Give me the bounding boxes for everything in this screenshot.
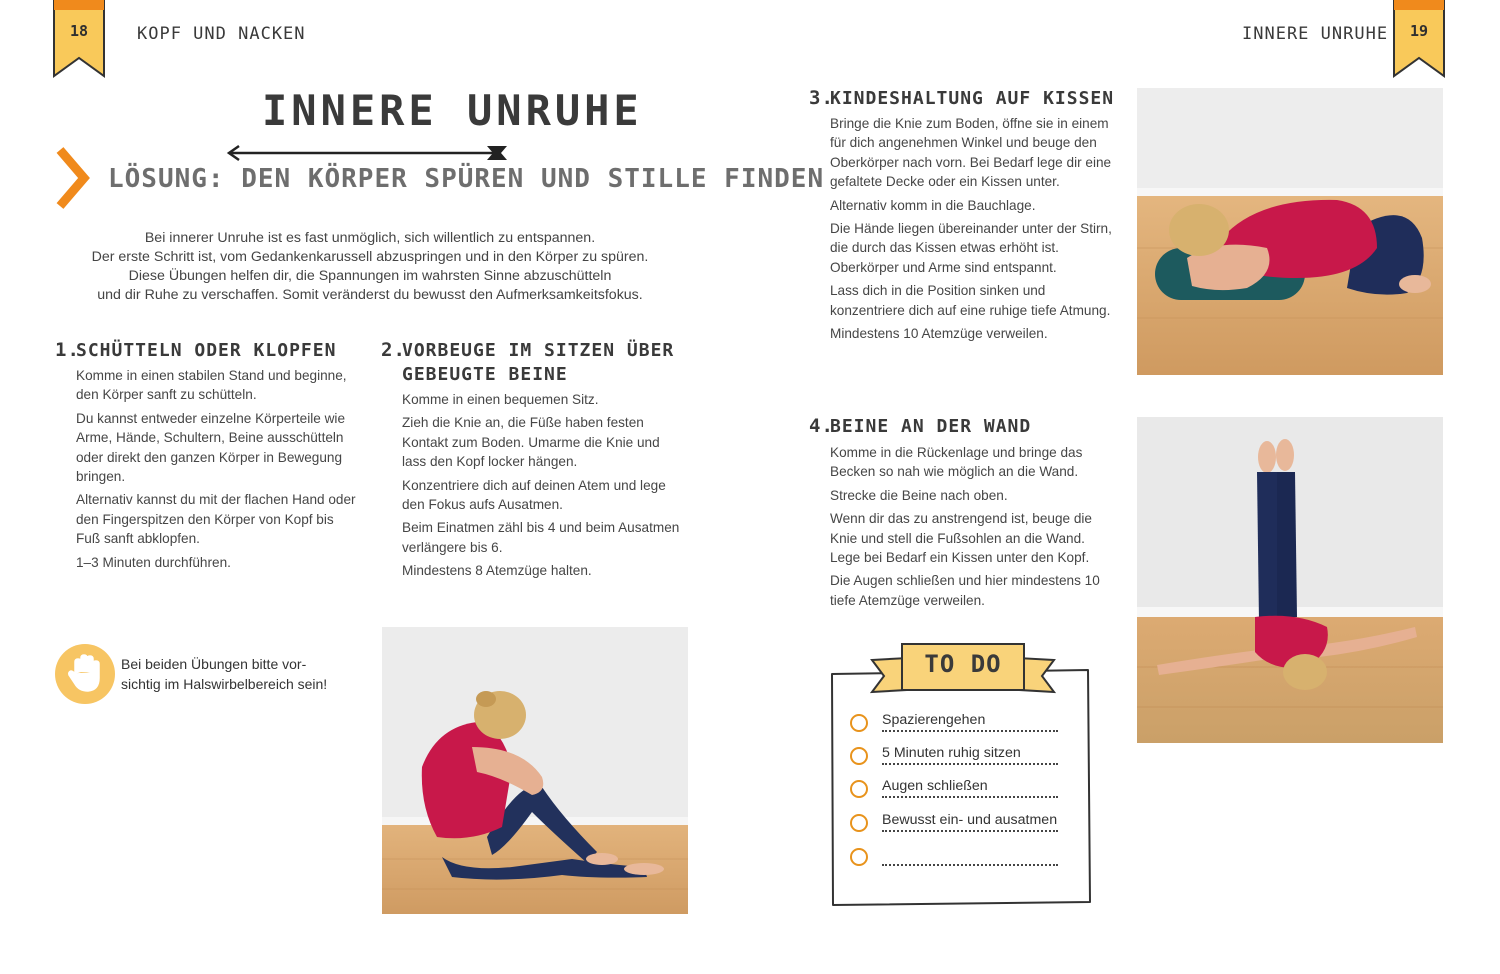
dotted-line: [882, 864, 1058, 866]
arrow-decoration-icon: [225, 143, 515, 163]
dotted-line: [882, 830, 1058, 832]
todo-item-label: Spazierengehen: [882, 712, 986, 728]
photo-childs-pose: [1137, 88, 1443, 375]
tip-badge: [55, 644, 115, 704]
exercise-4-paragraph: Komme in die Rückenlage und bringe das Becken so nah wie möglich an die Wand.: [830, 445, 1083, 480]
page-title: INNERE UNRUHE: [262, 86, 643, 135]
page-number-right: 19: [1409, 22, 1429, 40]
exercise-2-paragraph: Komme in einen bequemen Sitz.: [402, 392, 599, 407]
page-number-ribbon-left: [53, 0, 105, 78]
exercise-3-number: 3.: [809, 87, 834, 109]
todo-item[interactable]: [850, 712, 1070, 742]
photo-legs-up-wall: [1137, 417, 1443, 743]
exercise-4-number: 4.: [809, 415, 834, 437]
running-head-left: KOPF UND NACKEN: [137, 24, 306, 44]
exercise-4-paragraph: Wenn dir das zu anstrengend ist, beuge die Knie und stell die Fußsohlen an die Wand. Lege bei Bedarf ein Kissen unter den Kopf.: [830, 511, 1092, 566]
intro-line: Der erste Schritt ist, vom Gedankenkarussell abzuspringen und in den Körper zu spüren.: [91, 249, 649, 265]
exercise-1-paragraph: Komme in einen stabilen Stand und beginne, den Körper sanft zu schütteln.: [76, 368, 347, 403]
todo-title: TO DO: [924, 650, 1002, 678]
exercise-2-body: [402, 390, 687, 585]
exercise-2-title-line: GEBEUGTE BEINE: [402, 364, 568, 385]
intro-line: Diese Übungen helfen dir, die Spannungen im wahrsten Sinne abzuschütteln: [128, 268, 612, 284]
exercise-4-body: [830, 443, 1115, 614]
solution-subtitle: LÖSUNG: DEN KÖRPER SPÜREN UND STILLE FINDEN: [108, 164, 825, 194]
page-number-ribbon-right: [1393, 0, 1445, 78]
intro-line: und dir Ruhe zu verschaffen. Somit veränderst du bewusst den Aufmerksamkeitsfokus.: [97, 287, 643, 303]
chevron-right-icon: [54, 146, 92, 210]
tip-text: [121, 655, 327, 694]
exercise-1-body: [76, 366, 361, 576]
exercise-3-title: KINDESHALTUNG AUF KISSEN: [830, 88, 1115, 109]
running-head-right: INNERE UNRUHE: [1242, 24, 1389, 44]
exercise-4-title: BEINE AN DER WAND: [830, 416, 1032, 437]
exercise-1-paragraph: Du kannst entweder einzelne Körperteile wie Arme, Hände, Schultern, Beine ausschütteln oder direkt den ganzen Körper in Bewegung bringen.: [76, 410, 346, 485]
exercise-1-number: 1.: [55, 339, 80, 361]
todo-checkbox-icon[interactable]: [850, 814, 868, 832]
exercise-1-title: SCHÜTTELN ODER KLOPFEN: [76, 340, 337, 361]
exercise-2-number: 2.: [381, 339, 406, 361]
hand-icon: [55, 644, 115, 704]
exercise-3-paragraph: Bringe die Knie zum Boden, öffne sie in einem für dich angenehmen Winkel und beuge den Oberkörper nach vorn. Bei Bedarf lege dir eine gefaltete Decke oder ein Kissen unter.: [830, 116, 1112, 190]
todo-item-label: 5 Minuten ruhig sitzen: [882, 745, 1021, 761]
exercise-2-paragraph: Zieh die Knie an, die Füße haben festen Kontakt zum Boden. Umarme die Knie und lass den Kopf locker hängen.: [402, 415, 660, 470]
dotted-line: [882, 796, 1058, 798]
exercise-2-title: [402, 339, 702, 387]
intro-paragraph: [55, 229, 685, 305]
photo-seated-forward-bend: [382, 627, 688, 914]
exercise-4-paragraph: Die Augen schließen und hier mindestens 10 tiefe Atemzüge verweilen.: [830, 573, 1100, 608]
exercise-3-paragraph: Lass dich in die Position sinken und konzentriere dich auf eine ruhige tiefe Atmung.: [830, 283, 1111, 318]
intro-line: Bei innerer Unruhe ist es fast unmöglich, sich willentlich zu entspannen.: [144, 230, 596, 246]
exercise-3-paragraph: Alternativ komm in die Bauchlage.: [830, 197, 1036, 213]
exercise-1-paragraph: Alternativ kannst du mit der flachen Hand oder den Fingerspitzen den Körper von Kopf bis Fuß sanft abklopfen.: [76, 492, 356, 547]
exercise-3-body: [830, 114, 1115, 347]
todo-checkbox-icon[interactable]: [850, 747, 868, 765]
exercise-2-paragraph: Konzentriere dich auf deinen Atem und lege den Fokus aufs Ausatmen.: [402, 477, 666, 513]
tip-line: Bei beiden Übungen bitte vor-: [121, 656, 307, 672]
page-number-left: 18: [69, 22, 89, 40]
dotted-line: [882, 763, 1058, 765]
todo-checkbox-icon[interactable]: [850, 848, 868, 866]
todo-item[interactable]: [850, 745, 1070, 775]
exercise-3-paragraph: Mindestens 10 Atemzüge verweilen.: [830, 326, 1048, 342]
exercise-1-paragraph: 1–3 Minuten durchführen.: [76, 554, 231, 570]
todo-item[interactable]: [850, 778, 1070, 808]
tip-line: sichtig im Halswirbelbereich sein!: [121, 675, 328, 692]
todo-checkbox-icon[interactable]: [850, 780, 868, 798]
dotted-line: [882, 730, 1058, 732]
exercise-2-title-line: VORBEUGE IM SITZEN ÜBER: [402, 340, 675, 361]
exercise-2-paragraph: Mindestens 8 Atemzüge halten.: [402, 563, 592, 579]
todo-item[interactable]: [850, 812, 1070, 842]
todo-item-label: Augen schließen: [882, 778, 988, 794]
todo-checkbox-icon[interactable]: [850, 714, 868, 732]
todo-item-label: Bewusst ein- und ausatmen: [882, 812, 1058, 828]
exercise-3-paragraph: Die Hände liegen übereinander unter der Stirn, die durch das Kissen etwas erhöht ist. Oberkörper und Arme sind entspannt.: [830, 221, 1112, 275]
exercise-2-paragraph: Beim Einatmen zähl bis 4 und beim Ausatmen verlängere bis 6.: [402, 520, 680, 555]
exercise-4-paragraph: Strecke die Beine nach oben.: [830, 487, 1008, 503]
todo-item[interactable]: [850, 846, 1070, 876]
